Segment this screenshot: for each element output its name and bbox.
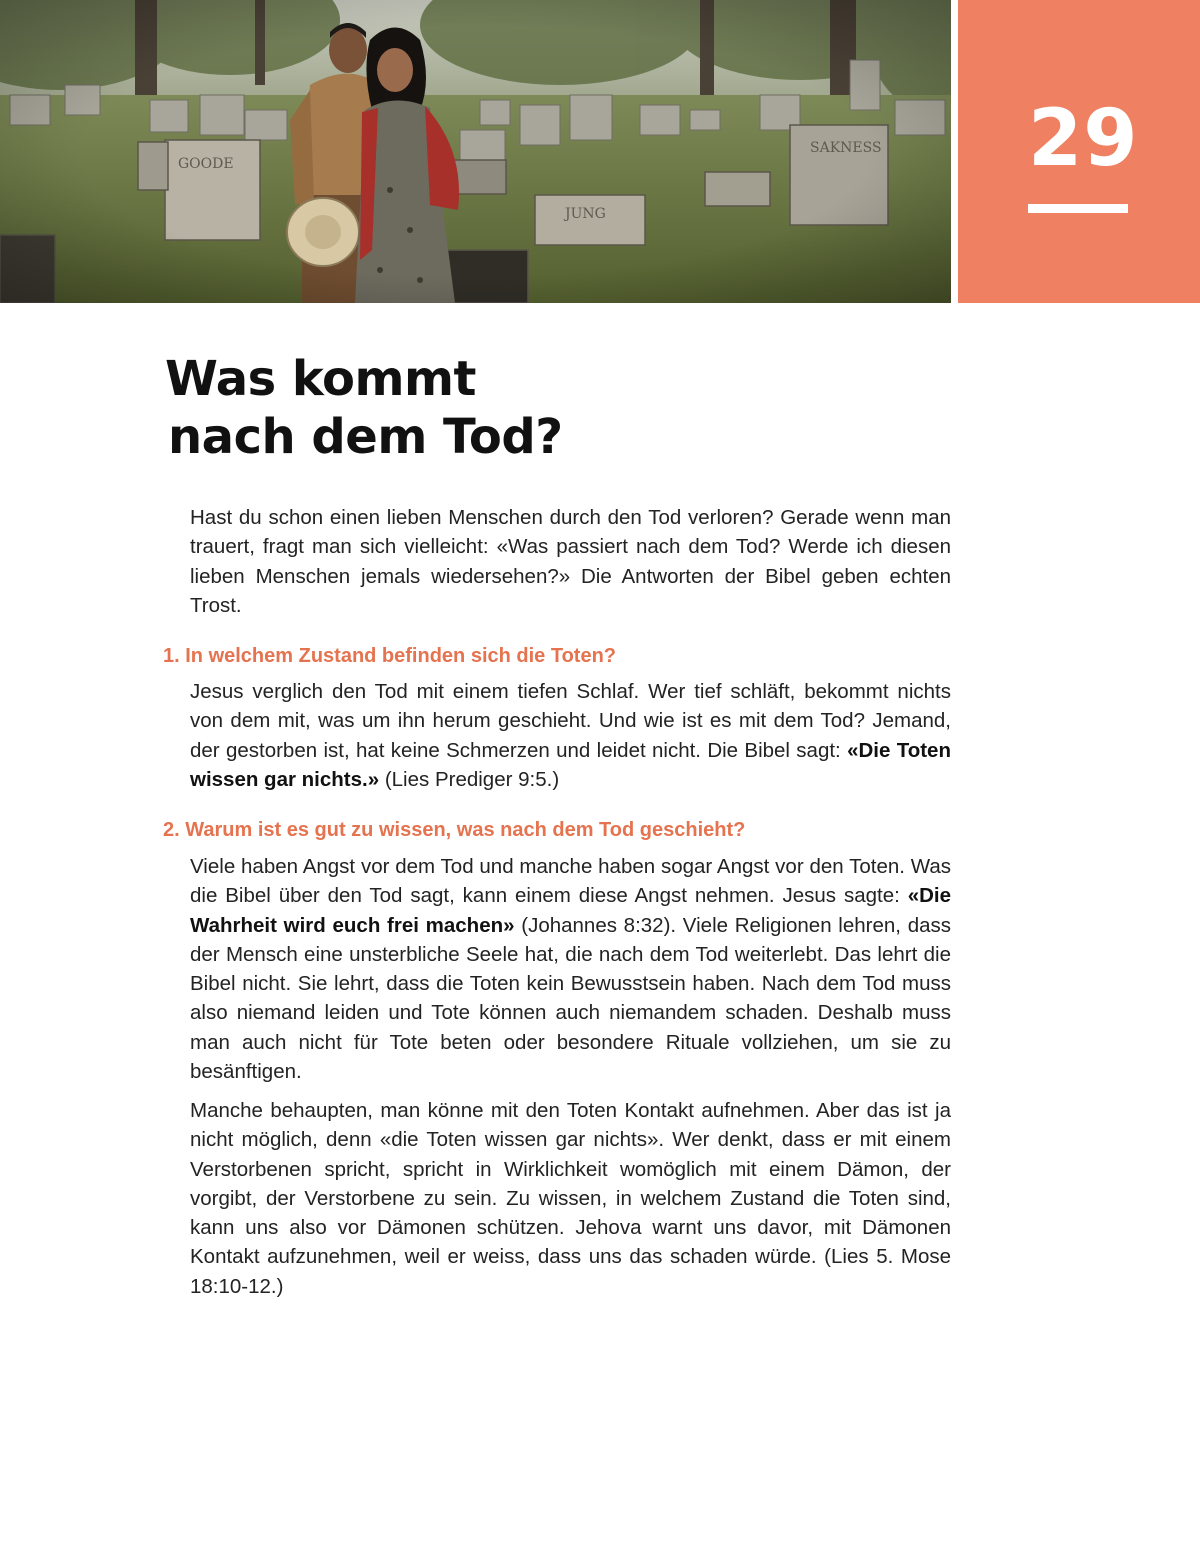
intro-paragraph: Hast du schon einen lieben Menschen durch den Tod verloren? Gerade wenn man trauert, fragt man sich vielleicht: «Was passiert nach dem Tod? Werde ich diesen lieben Menschen jemals wiedersehen?» Die Antworten der Bibel geben echten Trost.	[190, 506, 951, 617]
page-title	[165, 350, 563, 466]
section-1-heading: 1. In welchem Zustand befinden sich die Toten?	[163, 645, 617, 667]
header-photo	[0, 0, 951, 303]
section-1-paragraph	[190, 677, 951, 794]
section-1-reference: (Lies Prediger 9:5.)	[379, 767, 560, 791]
section-2-paragraph-1	[190, 852, 951, 1086]
section-2-continuation: (Johannes 8:32). Viele Religionen lehren, dass der Mensch eine unsterbliche Seele hat, die nach dem Tod weiterlebt. Das lehrt die Bibel nicht. Sie lehrt, dass die Toten kein Bewusstsein haben. Nach dem Tod muss also niemand leiden und Tote können auch niemandem schaden. Deshalb muss man auch nicht für Tote beten oder besondere Rituale vollziehen, um sie zu besänftigen.	[190, 913, 951, 1084]
section-2-heading: 2. Warum ist es gut zu wissen, was nach dem Tod geschieht?	[163, 819, 746, 841]
section-2-paragraph-2: Manche behaupten, man könne mit den Toten Kontakt aufnehmen. Aber das ist ja nicht möglich, denn «die Toten wissen gar nichts». Wer denkt, dass er mit einem Verstorbenen spricht, spricht in Wirklichkeit womöglich mit einem Dämon, der vorgibt, der Verstorbene zu sein. Zu wissen, in welchem Zustand die Toten sind, kann uns also vor Dämonen schützen. Jehova warnt uns davor, mit Dämonen Kontakt aufzunehmen, weil er weiss, dass uns das schaden würde. (Lies 5. Mose 18:10-12.)	[190, 1099, 951, 1298]
section-2-quote: «Die Wahrheit wird euch frei machen»	[190, 884, 951, 937]
lesson-number: 29	[1028, 94, 1139, 184]
section-1-text: Jesus verglich den Tod mit einem tiefen Schlaf. Wer tief schläft, bekommt nichts von dem mit, was um ihn herum geschieht. Und wie ist es mit dem Tod? Jemand, der gestorben ist, hat keine Schmerzen und leidet nicht. Die Bibel sagt:	[190, 680, 951, 762]
badge-underline	[1028, 204, 1128, 213]
title-line-1: Was kommt	[165, 351, 476, 407]
title-line-2: nach dem Tod?	[168, 409, 563, 465]
section-2-text: Viele haben Angst vor dem Tod und manche haben sogar Angst vor den Toten. Was die Bibel über den Tod sagt, kann einem diese Angst nehmen. Jesus sagte:	[190, 855, 951, 908]
lesson-badge	[958, 0, 1200, 303]
section-1-quote: «Die Toten wissen gar nichts.»	[190, 738, 951, 791]
